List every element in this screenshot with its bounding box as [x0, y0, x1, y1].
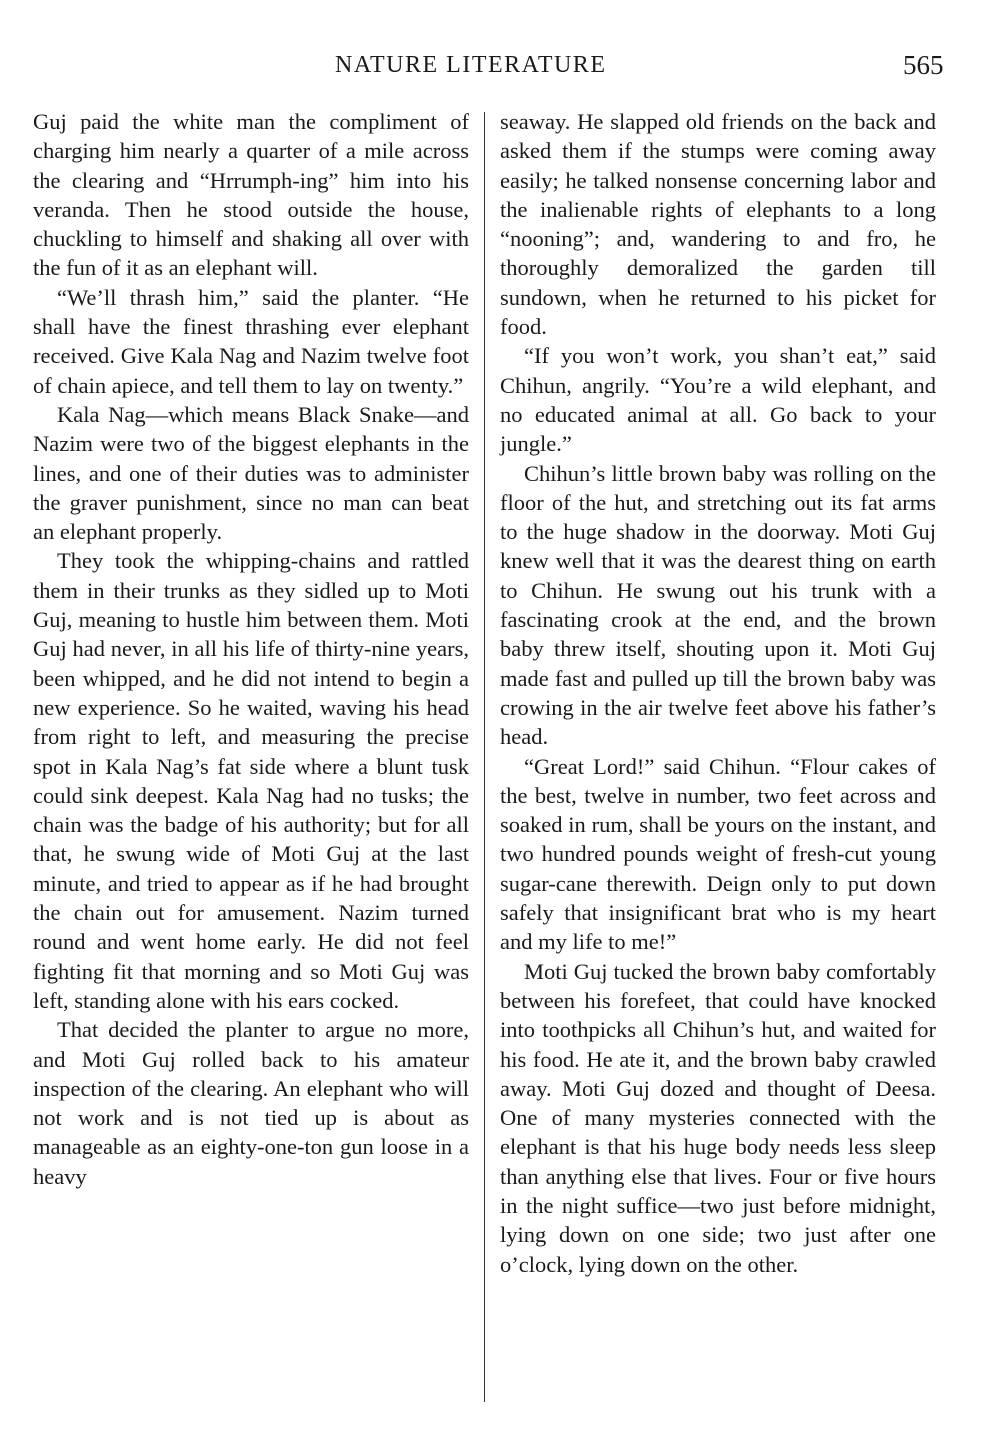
paragraph: Moti Guj tucked the brown baby comfortably between his forefeet, that could have knocked into toothpicks all Chihun’s hut, and waited for his food. He ate it, and the brown baby crawled away. Moti Guj dozed and thought of Deesa. One of many mysteries connected with the elephant is that his huge body needs less sleep than anything else that lives. Four or five hours in the night suffice—two just before midnight, lying down on one side; two just after one o’clock, lying down on the other.	[500, 958, 936, 1277]
column-divider	[484, 112, 485, 1402]
paragraph: That decided the planter to argue no more, and Moti Guj rolled back to his amateur inspection of the clearing. An elephant who will not work and is not tied up is about as manageable as an eighty-one-ton gun loose in a heavy	[33, 1017, 469, 1189]
paragraph: They took the whipping-chains and rattled them in their trunks as they sidled up to Moti Guj, meaning to hustle him between them. Moti Guj had never, in all his life of thirty-nine years, been whipped, and he did not intend to begin a new experience. So he waited, waving his head from right to left, and measuring the precise spot in Kala Nag’s fat side where a blunt tusk could sink deepest. Kala Nag had no tusks; the chain was the badge of his authority; but for all that, he swung wide of Moti Guj at the last minute, and tried to appear as if he had brought the chain out for amusement. Nazim turned round and went home early. He did not feel fighting fit that morning and so Moti Guj was left, standing alone with his ears cocked.	[33, 548, 469, 1013]
running-title: NATURE LITERATURE	[335, 52, 607, 78]
page-number: 565	[903, 50, 944, 80]
paragraph: seaway. He slapped old friends on the back and asked them if the stumps were coming away easily; he talked nonsense concerning labor and the inalienable rights of elephants to a long “nooning”; and, wandering to and fro, he thoroughly demoralized the garden till sundown, when he returned to his picket for food.	[500, 109, 936, 340]
paragraph: “We’ll thrash him,” said the planter. “He shall have the finest thrashing ever elephant received. Give Kala Nag and Nazim twelve foot of chain apiece, and tell them to lay on twenty.”	[33, 284, 469, 398]
paragraph: “Great Lord!” said Chihun. “Flour cakes of the best, twelve in number, two feet across and soaked in rum, shall be yours on the instant, and two hundred pounds weight of fresh-cut young sugar-cane therewith. Deign only to put down safely that insignificant brat who is my heart and my life to me!”	[500, 753, 936, 955]
paragraph: Kala Nag—which means Black Snake—and Nazim were two of the biggest elephants in the lines, and one of their duties was to administer the graver punishment, since no man can beat an elephant properly.	[33, 401, 469, 545]
right-column	[500, 107, 936, 1279]
left-column	[33, 107, 469, 1191]
paragraph: Chihun’s little brown baby was rolling on the floor of the hut, and stretching out its fat arms to the huge shadow in the doorway. Moti Guj knew well that it was the dearest thing on earth to Chihun. He swung out his trunk with a fascinating crook at the end, and the brown baby threw itself, shouting upon it. Moti Guj made fast and pulled up till the brown baby was crowing in the air twelve feet above his father’s head.	[500, 460, 936, 750]
paragraph: Guj paid the white man the compliment of charging him nearly a quarter of a mile across the clearing and “Hrrumph-ing” him into his veranda. Then he stood outside the house, chuckling to himself and shaking all over with the fun of it as an elephant will.	[33, 109, 469, 281]
paragraph: “If you won’t work, you shan’t eat,” said Chihun, angrily. “You’re a wild elephant, and no educated animal at all. Go back to your jungle.”	[500, 343, 936, 457]
